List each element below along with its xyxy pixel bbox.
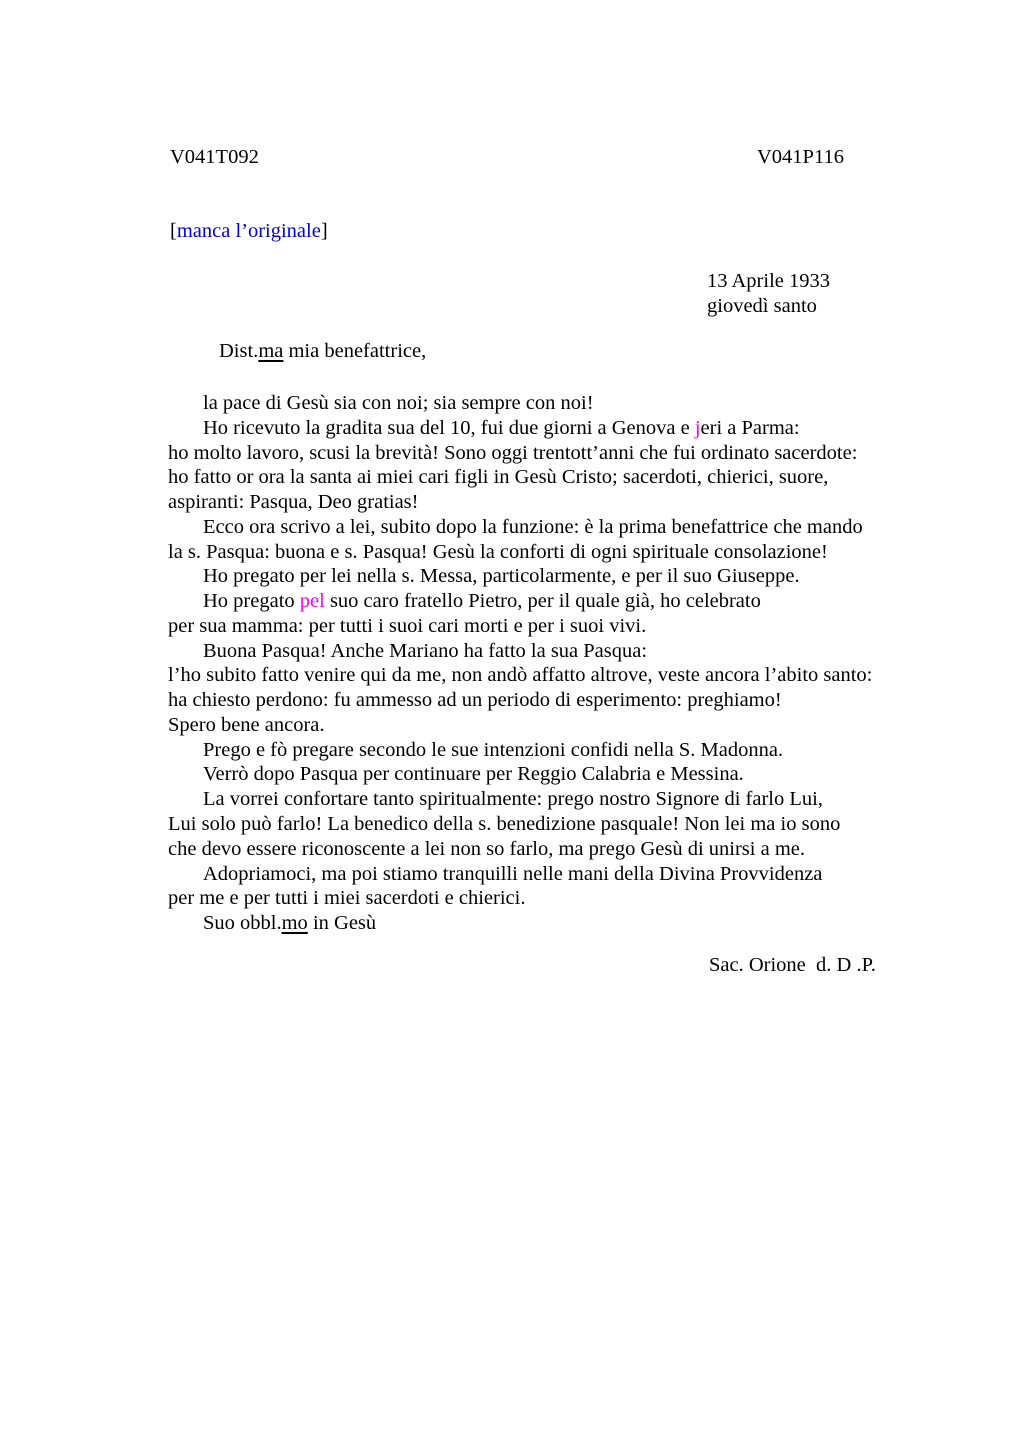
letter-line bbox=[168, 886, 872, 911]
letter-text: Buona Pasqua! Anche Mariano ha fatto la sua Pasqua: bbox=[203, 639, 648, 662]
letter-text: in Gesù bbox=[307, 912, 377, 935]
letter-line bbox=[168, 837, 872, 862]
note-open-bracket: [ bbox=[170, 220, 177, 242]
salutation-pre: Dist. bbox=[219, 340, 259, 362]
letter-line bbox=[168, 713, 872, 738]
letter-text: Ho ricevuto la gradita sua del 10, fui due giorni a Genova e bbox=[203, 416, 695, 439]
letter-text: Ho pregato per lei nella s. Messa, particolarmente, e per il suo Giuseppe. bbox=[203, 565, 800, 588]
date-line: 13 Aprile 1933 bbox=[707, 270, 830, 292]
letter-text: ho molto lavoro, scusi la brevità! Sono oggi trentott’anni che fui ordinato sacerdote: bbox=[168, 441, 858, 464]
letter-line bbox=[168, 688, 872, 713]
letter-text: eri a Parma: bbox=[700, 416, 800, 439]
signature: Sac. Orione d. D .P. bbox=[709, 954, 876, 976]
letter-line bbox=[168, 465, 872, 490]
letter-text: la s. Pasqua: buona e s. Pasqua! Gesù la conforti di ogni spirituale consolazione! bbox=[168, 540, 828, 563]
letter-line bbox=[168, 639, 872, 664]
letter-text: aspiranti: Pasqua, Deo gratias! bbox=[168, 491, 419, 514]
letter-text: La vorrei confortare tanto spiritualmente: prego nostro Signore di farlo Lui, bbox=[203, 788, 823, 811]
letter-text: per me e per tutti i miei sacerdoti e chierici. bbox=[168, 887, 526, 910]
date-block bbox=[707, 269, 830, 319]
letter-line bbox=[168, 663, 872, 688]
letter-line bbox=[168, 515, 872, 540]
letter-line bbox=[168, 911, 872, 936]
letter-line bbox=[168, 589, 872, 614]
letter-body bbox=[168, 391, 872, 936]
letter-line bbox=[168, 738, 872, 763]
letter-text: Verrò dopo Pasqua per continuare per Reggio Calabria e Messina. bbox=[203, 763, 744, 786]
letter-text: l’ho subito fatto venire qui da me, non andò affatto altrove, veste ancora l’abito santo: bbox=[168, 664, 873, 687]
letter-line bbox=[168, 441, 872, 466]
letter-line bbox=[168, 391, 872, 416]
letter-text: Adopriamoci, ma poi stiamo tranquilli nelle mani della Divina Provvidenza bbox=[203, 862, 823, 885]
letter-text: Ecco ora scrivo a lei, subito dopo la funzione: è la prima benefattrice che mando bbox=[203, 515, 863, 538]
document-code-right: V041P116 bbox=[757, 146, 844, 168]
document-code-left: V041T092 bbox=[170, 146, 259, 168]
letter-line bbox=[168, 564, 872, 589]
letter-line bbox=[168, 862, 872, 887]
letter-text: che devo essere riconoscente a lei non so farlo, ma prego Gesù di unirsi a me. bbox=[168, 837, 805, 860]
letter-line bbox=[168, 540, 872, 565]
salutation-abbreviation: ma bbox=[258, 340, 284, 362]
letter-text: ha chiesto perdono: fu ammesso ad un periodo di esperimento: preghiamo! bbox=[168, 689, 782, 712]
letter-text: la pace di Gesù sia con noi; sia sempre con noi! bbox=[203, 392, 594, 414]
letter-line bbox=[168, 614, 872, 639]
letter-line bbox=[168, 762, 872, 787]
letter-text: ho fatto or ora la santa ai miei cari figli in Gesù Cristo; sacerdoti, chierici, suore, bbox=[168, 466, 829, 489]
underlined-abbreviation: mo bbox=[281, 912, 308, 935]
letter-text: Spero bene ancora. bbox=[168, 713, 325, 736]
salutation bbox=[219, 340, 426, 363]
missing-original-note bbox=[170, 220, 328, 243]
letter-line bbox=[168, 416, 872, 441]
letter-line bbox=[168, 490, 872, 515]
letter-text: per sua mamma: per tutti i suoi cari morti e per i suoi vivi. bbox=[168, 614, 647, 637]
letter-text: suo caro fratello Pietro, per il quale già, ho celebrato bbox=[324, 590, 761, 613]
highlighted-text: j bbox=[694, 416, 701, 439]
letter-text: Prego e fò pregare secondo le sue intenzioni confidi nella S. Madonna. bbox=[203, 738, 784, 761]
letter-text: Lui solo può farlo! La benedico della s. benedizione pasquale! Non lei ma io sono bbox=[168, 813, 841, 836]
letter-text: Ho pregato bbox=[203, 590, 300, 613]
salutation-post: mia benefattrice, bbox=[283, 340, 427, 362]
note-text: manca l’originale bbox=[176, 220, 321, 242]
letter-line bbox=[168, 812, 872, 837]
weekday-line: giovedì santo bbox=[707, 295, 817, 317]
note-close-bracket: ] bbox=[320, 220, 328, 242]
letter-line bbox=[168, 787, 872, 812]
letter-text: Suo obbl. bbox=[203, 912, 282, 935]
highlighted-text: pel bbox=[299, 590, 325, 613]
